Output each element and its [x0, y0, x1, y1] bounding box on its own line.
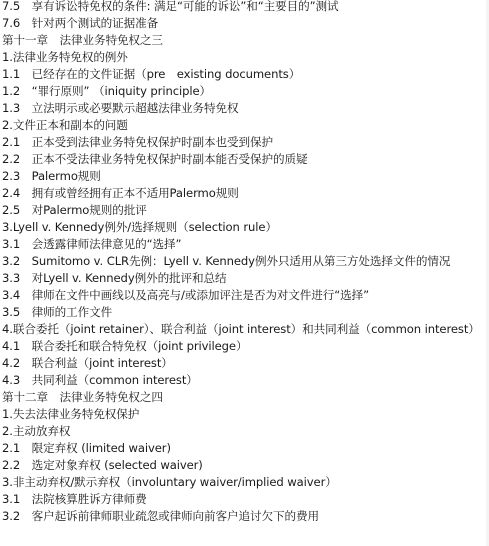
section-heading-4: 4.联合委托（joint retainer）、联合利益（joint interest）和共同利益（common interest）	[2, 322, 480, 336]
chapter-heading-12: 第十二章 法律业务特免权之四	[2, 390, 163, 404]
text-line-1-2: 1.2 “罪行原则” （iniquity principle）	[2, 84, 212, 98]
text-line-3-3: 3.3 对Lyell v. Kennedy例外的批评和总结	[2, 271, 227, 285]
text-line-3-2: 3.2 Sumitomo v. CLR先例：Lyell v. Kennedy例外只适用从第三方处选择文件的情况	[2, 254, 451, 268]
text-line-2-1: 2.1 正本受到法律业务特免权保护时副本也受到保护	[2, 135, 274, 149]
text-line-4-2: 4.2 联合利益（joint interest）	[2, 356, 173, 370]
text-line-7-6: 7.6 针对两个测试的证据准备	[2, 16, 159, 30]
text-line-3-4: 3.4 律师在文件中画线以及高亮与/或添加评注是否为对文件进行“选择”	[2, 288, 370, 302]
text-line-7-5: 7.5 享有诉讼特免权的条件: 满足“可能的诉讼”和“主要目的”测试	[2, 0, 339, 13]
text-line-2-5: 2.5 对Palermo规则的批评	[2, 203, 147, 217]
text-line-3-5: 3.5 律师的工作文件	[2, 305, 113, 319]
text-line-2-2: 2.2 正本不受法律业务特免权保护时副本能否受保护的质疑	[2, 152, 308, 166]
text-line-2-4: 2.4 拥有或曾经拥有正本不适用Palermo规则	[2, 186, 239, 200]
text-line-4-3: 4.3 共同利益（common interest）	[2, 373, 198, 387]
text-line-1-3: 1.3 立法明示或必要默示超越法律业务特免权	[2, 101, 239, 115]
section-heading-3b: 3.非主动弃权/默示弃权（involuntary waiver/implied waiver）	[2, 475, 337, 489]
text-line-3-1b: 3.1 法院核算胜诉方律师费	[2, 492, 147, 506]
section-heading-2b: 2.主动放弃权	[2, 424, 71, 438]
document-body	[2, 0, 485, 525]
section-heading-2: 2.文件正本和副本的问题	[2, 118, 128, 132]
chapter-heading-11: 第十一章 法律业务特免权之三	[2, 33, 163, 47]
text-line-3-2b: 3.2 客户起诉前律师职业疏忽或律师向前客户追讨欠下的费用	[2, 509, 319, 523]
text-line-2-2b: 2.2 选定对象弃权 (selected waiver)	[2, 458, 203, 472]
text-line-2-1b: 2.1 限定弃权 (limited waiver)	[2, 441, 171, 455]
text-line-1-1: 1.1 已经存在的文件证据（pre existing documents）	[2, 67, 301, 81]
section-heading-1b: 1.失去法律业务特免权保护	[2, 407, 140, 421]
text-line-2-3: 2.3 Palermo规则	[2, 169, 101, 183]
text-line-4-1: 4.1 联合委托和联合特免权（joint privilege）	[2, 339, 248, 353]
section-heading-3: 3.Lyell v. Kennedy例外/选择规则（selection rule）	[2, 220, 277, 234]
text-line-3-1: 3.1 会透露律师法律意见的“选择”	[2, 237, 182, 251]
section-heading-1: 1.法律业务特免权的例外	[2, 50, 128, 64]
